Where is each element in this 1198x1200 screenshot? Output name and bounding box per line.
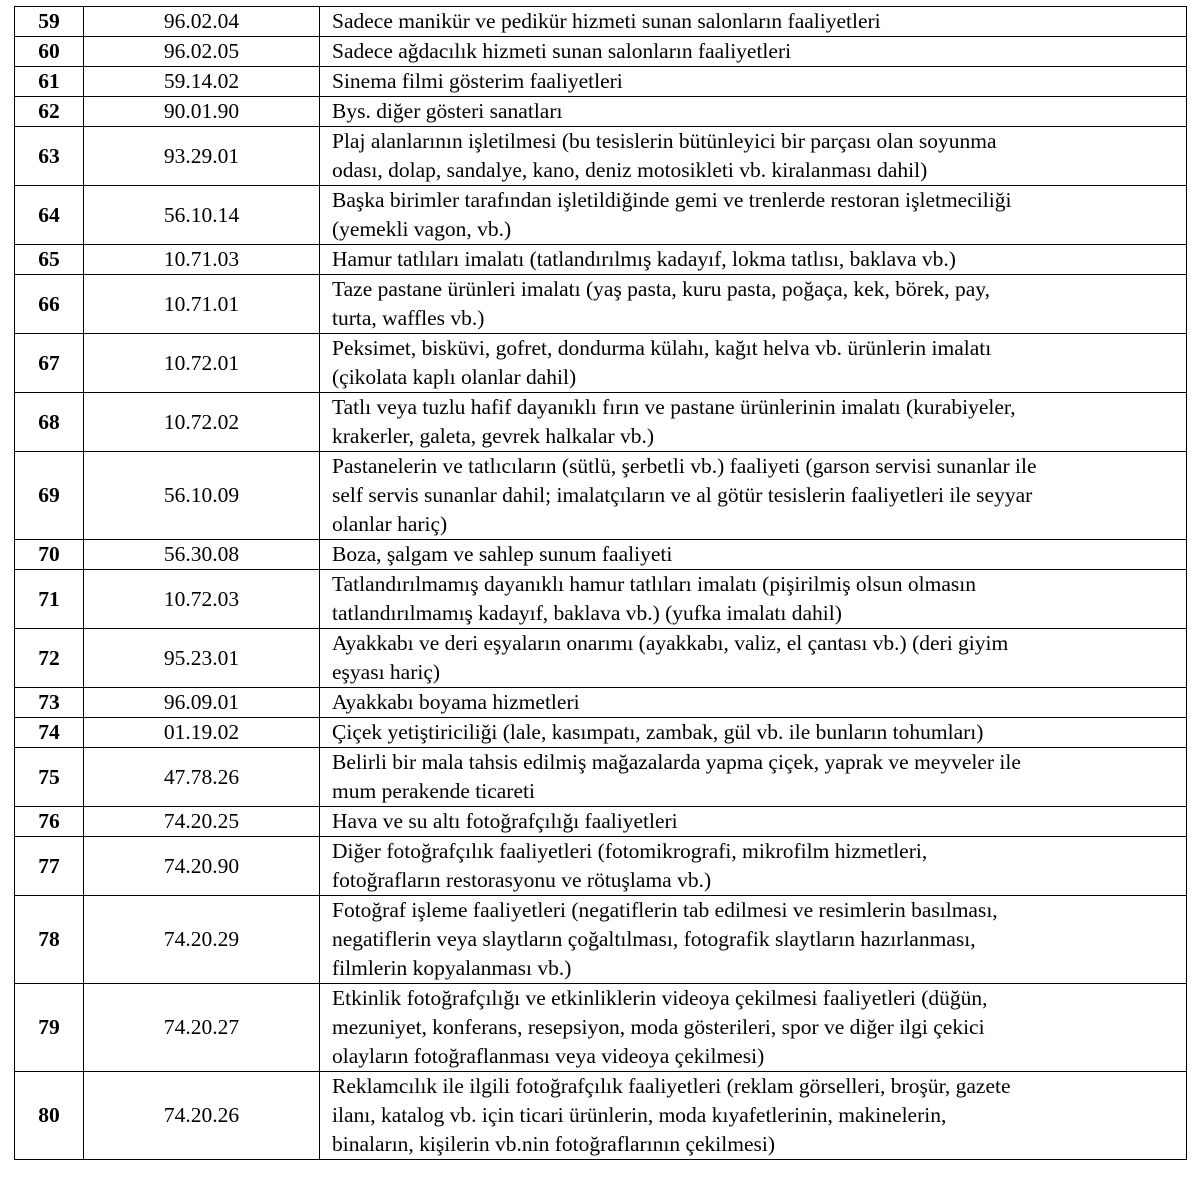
activity-code: 56.10.09 [84, 452, 320, 540]
table-row [15, 718, 1187, 748]
table-row [15, 540, 1187, 570]
activity-code: 47.78.26 [84, 748, 320, 807]
row-number: 64 [15, 186, 84, 245]
row-number: 70 [15, 540, 84, 570]
table-row [15, 748, 1187, 807]
activity-description [320, 718, 1187, 748]
activity-code: 10.71.03 [84, 245, 320, 275]
activity-description [320, 275, 1187, 334]
activity-code: 10.72.01 [84, 334, 320, 393]
description-line: Plaj alanlarının işletilmesi (bu tesislerin bütünleyici bir parçası olan soyunma [332, 129, 997, 153]
activity-description [320, 452, 1187, 540]
activity-table-container [14, 6, 1186, 1160]
activity-description [320, 7, 1187, 37]
description-line: Sadece manikür ve pedikür hizmeti sunan salonların faaliyetleri [332, 9, 881, 33]
row-number: 78 [15, 896, 84, 984]
row-number: 77 [15, 837, 84, 896]
description-line: Diğer fotoğrafçılık faaliyetleri (fotomikrografi, mikrofilm hizmetleri, [332, 839, 928, 863]
table-row [15, 334, 1187, 393]
table-row [15, 452, 1187, 540]
row-number: 66 [15, 275, 84, 334]
activity-description [320, 896, 1187, 984]
row-number: 76 [15, 807, 84, 837]
activity-table [14, 6, 1187, 1160]
row-number: 71 [15, 570, 84, 629]
table-row [15, 570, 1187, 629]
description-line: Reklamcılık ile ilgili fotoğrafçılık faaliyetleri (reklam görselleri, broşür, gazete [332, 1074, 1011, 1098]
table-row [15, 275, 1187, 334]
activity-code: 95.23.01 [84, 629, 320, 688]
activity-code: 96.02.04 [84, 7, 320, 37]
activity-description [320, 984, 1187, 1072]
description-line: Taze pastane ürünleri imalatı (yaş pasta, kuru pasta, poğaça, kek, börek, pay, [332, 277, 990, 301]
table-row [15, 896, 1187, 984]
activity-code: 74.20.29 [84, 896, 320, 984]
table-row [15, 127, 1187, 186]
row-number: 59 [15, 7, 84, 37]
description-line: Peksimet, bisküvi, gofret, dondurma külahı, kağıt helva vb. ürünlerin imalatı [332, 336, 992, 360]
description-line: krakerler, galeta, gevrek halkalar vb.) [332, 424, 655, 448]
activity-description [320, 688, 1187, 718]
row-number: 80 [15, 1072, 84, 1160]
description-line: Fotoğraf işleme faaliyetleri (negatiflerin tab edilmesi ve resimlerin basılması, [332, 898, 998, 922]
description-line: self servis sunanlar dahil; imalatçıların ve al götür tesislerin faaliyetleri ile seyyar [332, 483, 1033, 507]
description-line: fotoğrafların restorasyonu ve rötuşlama vb.) [332, 868, 712, 892]
activity-code: 96.02.05 [84, 37, 320, 67]
activity-code: 56.10.14 [84, 186, 320, 245]
activity-code: 74.20.25 [84, 807, 320, 837]
description-line: Tatlandırılmamış dayanıklı hamur tatlıları imalatı (pişirilmiş olsun olmasın [332, 572, 976, 596]
row-number: 72 [15, 629, 84, 688]
description-line: binaların, kişilerin vb.nin fotoğraflarının çekilmesi) [332, 1132, 776, 1156]
activity-description [320, 37, 1187, 67]
description-line: negatiflerin veya slaytların çoğaltılması, fotografik slaytların hazırlanması, [332, 927, 976, 951]
table-row [15, 7, 1187, 37]
activity-code: 74.20.90 [84, 837, 320, 896]
activity-code: 93.29.01 [84, 127, 320, 186]
table-row [15, 807, 1187, 837]
activity-description [320, 334, 1187, 393]
activity-description [320, 186, 1187, 245]
description-line: Sadece ağdacılık hizmeti sunan salonların faaliyetleri [332, 39, 792, 63]
description-line: tatlandırılmamış kadayıf, baklava vb.) (yufka imalatı dahil) [332, 601, 842, 625]
description-line: turta, waffles vb.) [332, 306, 485, 330]
activity-description [320, 127, 1187, 186]
table-row [15, 688, 1187, 718]
description-line: Bys. diğer gösteri sanatları [332, 99, 563, 123]
row-number: 79 [15, 984, 84, 1072]
description-line: Sinema filmi gösterim faaliyetleri [332, 69, 623, 93]
description-line: odası, dolap, sandalye, kano, deniz motosikleti vb. kiralanması dahil) [332, 158, 928, 182]
activity-code: 10.71.01 [84, 275, 320, 334]
activity-description [320, 1072, 1187, 1160]
row-number: 61 [15, 67, 84, 97]
description-line: Ayakkabı boyama hizmetleri [332, 690, 580, 714]
row-number: 74 [15, 718, 84, 748]
row-number: 67 [15, 334, 84, 393]
description-line: Hava ve su altı fotoğrafçılığı faaliyetleri [332, 809, 678, 833]
description-line: Pastanelerin ve tatlıcıların (sütlü, şerbetli vb.) faaliyeti (garson servisi sunanlar ile [332, 454, 1037, 478]
activity-table-body [15, 7, 1187, 1160]
description-line: (yemekli vagon, vb.) [332, 217, 512, 241]
activity-description [320, 245, 1187, 275]
row-number: 65 [15, 245, 84, 275]
row-number: 62 [15, 97, 84, 127]
description-line: mezuniyet, konferans, resepsiyon, moda gösterileri, spor ve diğer ilgi çekici [332, 1015, 985, 1039]
description-line: ilanı, katalog vb. için ticari ürünlerin, moda kıyafetlerinin, makinelerin, [332, 1103, 947, 1127]
description-line: Ayakkabı ve deri eşyaların onarımı (ayakkabı, valiz, el çantası vb.) (deri giyim [332, 631, 1009, 655]
description-line: Boza, şalgam ve sahlep sunum faaliyeti [332, 542, 673, 566]
table-row [15, 37, 1187, 67]
description-line: Başka birimler tarafından işletildiğinde gemi ve trenlerde restoran işletmeciliği [332, 188, 1012, 212]
activity-code: 10.72.02 [84, 393, 320, 452]
description-line: olayların fotoğraflanması veya videoya çekilmesi) [332, 1044, 765, 1068]
description-line: Belirli bir mala tahsis edilmiş mağazalarda yapma çiçek, yaprak ve meyveler ile [332, 750, 1021, 774]
activity-description [320, 629, 1187, 688]
table-row [15, 97, 1187, 127]
activity-description [320, 748, 1187, 807]
row-number: 73 [15, 688, 84, 718]
description-line: Çiçek yetiştiriciliği (lale, kasımpatı, zambak, gül vb. ile bunların tohumları) [332, 720, 984, 744]
activity-description [320, 807, 1187, 837]
row-number: 68 [15, 393, 84, 452]
activity-description [320, 540, 1187, 570]
description-line: (çikolata kaplı olanlar dahil) [332, 365, 577, 389]
activity-code: 01.19.02 [84, 718, 320, 748]
activity-description [320, 97, 1187, 127]
activity-description [320, 570, 1187, 629]
activity-code: 74.20.26 [84, 1072, 320, 1160]
table-row [15, 186, 1187, 245]
activity-code: 10.72.03 [84, 570, 320, 629]
activity-code: 59.14.02 [84, 67, 320, 97]
row-number: 69 [15, 452, 84, 540]
description-line: filmlerin kopyalanması vb.) [332, 956, 572, 980]
table-row [15, 629, 1187, 688]
table-row [15, 837, 1187, 896]
description-line: mum perakende ticareti [332, 779, 535, 803]
row-number: 75 [15, 748, 84, 807]
activity-code: 90.01.90 [84, 97, 320, 127]
table-row [15, 984, 1187, 1072]
activity-code: 56.30.08 [84, 540, 320, 570]
description-line: Tatlı veya tuzlu hafif dayanıklı fırın ve pastane ürünlerinin imalatı (kurabiyeler, [332, 395, 1016, 419]
activity-description [320, 393, 1187, 452]
description-line: olanlar hariç) [332, 512, 448, 536]
table-row [15, 1072, 1187, 1160]
table-row [15, 245, 1187, 275]
description-line: eşyası hariç) [332, 660, 441, 684]
table-row [15, 393, 1187, 452]
row-number: 63 [15, 127, 84, 186]
activity-description [320, 67, 1187, 97]
description-line: Hamur tatlıları imalatı (tatlandırılmış kadayıf, lokma tatlısı, baklava vb.) [332, 247, 956, 271]
activity-description [320, 837, 1187, 896]
table-row [15, 67, 1187, 97]
activity-code: 96.09.01 [84, 688, 320, 718]
row-number: 60 [15, 37, 84, 67]
description-line: Etkinlik fotoğrafçılığı ve etkinliklerin videoya çekilmesi faaliyetleri (düğün, [332, 986, 988, 1010]
activity-code: 74.20.27 [84, 984, 320, 1072]
